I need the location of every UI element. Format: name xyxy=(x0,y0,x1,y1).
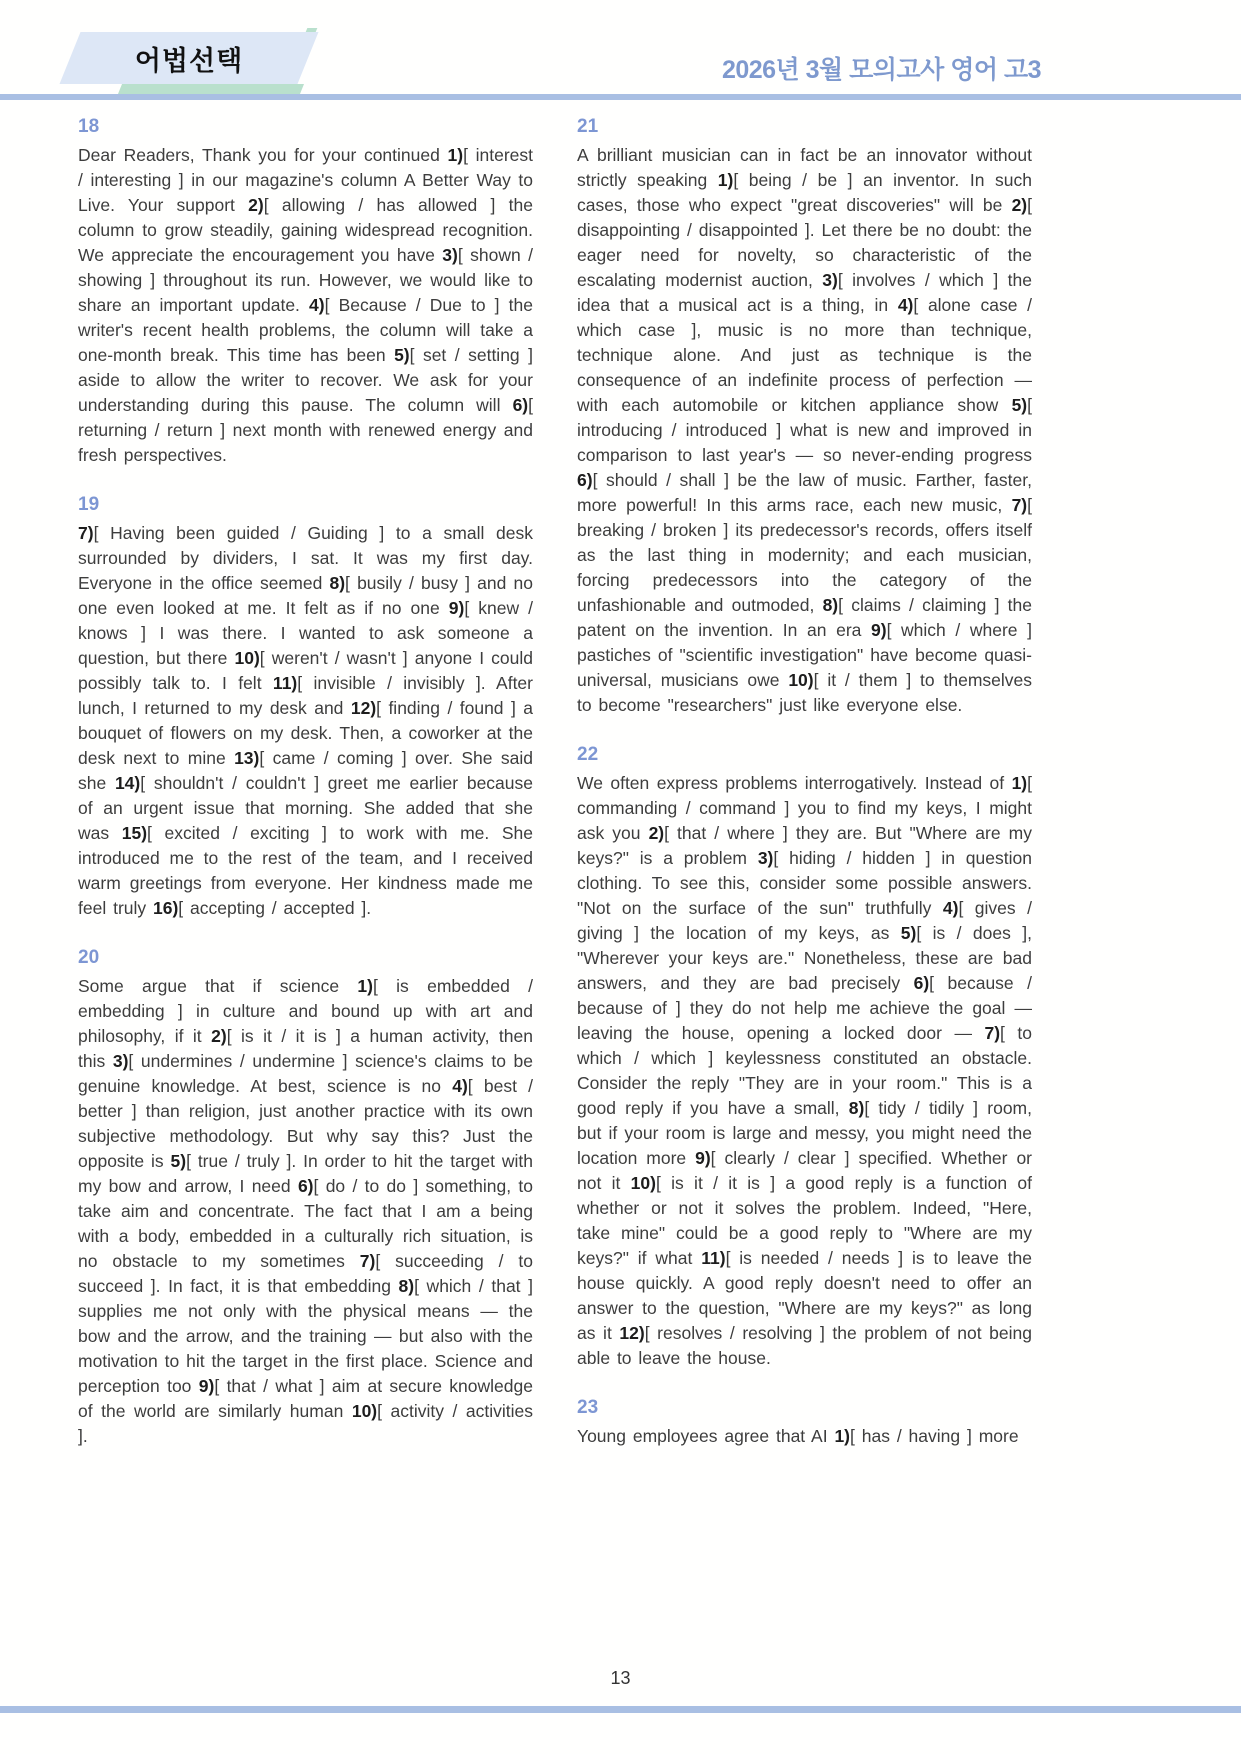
choice-number: 1) xyxy=(717,170,734,190)
choice-number: 8) xyxy=(848,1098,865,1118)
passage-number: 18 xyxy=(78,116,100,137)
section-badge xyxy=(62,26,342,98)
choice-number: 2) xyxy=(248,195,264,215)
choice-number: 10) xyxy=(630,1173,656,1193)
passage-text: Young employees agree that AI 1)[ has / having ] more xyxy=(577,1426,1019,1446)
passage-number: 21 xyxy=(577,116,599,137)
passage-20 xyxy=(78,947,533,1449)
choice-number: 9) xyxy=(871,620,887,640)
choice-number: 7) xyxy=(984,1023,1001,1043)
passage-text: 7)[ Having been guided / Guiding ] to a small desk surrounded by dividers, I sat. It was my first day. Everyone in the office seemed 8)[ busily / busy ] and no one even looked at me. It felt as if no one 9)[ knew / knows ] I was there. I wanted to ask someone a question, but there 10)[ weren't / wasn't ] anyone I could possibly talk to. I felt 11)[ invisible / invisibly ]. After lunch, I returned to my desk and 12)[ finding / found ] a bouquet of flowers on my desk. Then, a coworker at the desk next to mine 13)[ came / coming ] over. She said she 14)[ shouldn't / couldn't ] greet me earlier because of an urgent issue that morning. She added that she was 15)[ excited / exciting ] to work with me. She introduced me to the rest of the team, and I received warm greetings from everyone. Her kindness made me feel truly 16)[ accepting / accepted ]. xyxy=(78,523,534,918)
passage-number: 19 xyxy=(78,494,100,515)
choice-number: 1) xyxy=(1011,773,1028,793)
choice-number: 8) xyxy=(398,1276,415,1296)
choice-number: 6) xyxy=(577,470,593,490)
footer-divider xyxy=(0,1706,1241,1713)
choice-number: 7) xyxy=(78,523,94,543)
passage-23 xyxy=(577,1397,1032,1449)
choice-number: 9) xyxy=(448,598,465,618)
choice-number: 3) xyxy=(442,245,458,265)
exam-title: 2026년 3월 모의고사 영어 고3 xyxy=(721,56,1041,84)
choice-number: 4) xyxy=(309,295,325,315)
choice-number: 14) xyxy=(114,773,141,793)
choice-number: 12) xyxy=(619,1323,645,1343)
left-column xyxy=(78,116,533,1449)
choice-number: 10) xyxy=(788,670,814,690)
choice-number: 13) xyxy=(234,748,260,768)
right-column xyxy=(577,116,1032,1449)
choice-number: 5) xyxy=(170,1151,187,1171)
passage-text: Dear Readers, Thank you for your continued 1)[ interest / interesting ] in our magazine's column A Better Way to Live. Your support 2)[ allowing / has allowed ] the column to grow steadily, gaining widespread recognition. We appreciate the encouragement you have 3)[ shown / showing ] throughout its run. However, we would like to share an important update. 4)[ Because / Due to ] the writer's recent health problems, the column will take a one-month break. This time has been 5)[ set / setting ] aside to allow the writer to recover. We ask for your understanding during this pause. The column will 6)[ returning / return ] next month with renewed energy and fresh perspectives. xyxy=(78,145,533,465)
passage-text: We often express problems interrogatively. Instead of 1)[ commanding / command ] you to find my keys, I might ask you 2)[ that / where ] they are. But "Where are my keys?" is a problem 3)[ hiding / hidden ] in question clothing. To see this, consider some possible answers. "Not on the surface of the sun" truthfully 4)[ gives / giving ] the location of my keys, as 5)[ is / does ], "Wherever your keys are." Nonetheless, these are bad answers, and they are bad precisely 6)[ because / because of ] they do not help me achieve the goal — leaving the house, opening a locked door — 7)[ to which / which ] keylessness constituted an obstacle. Consider the reply "They are in your room." This is a good reply if you have a small, 8)[ tidy / tidily ] room, but if your room is large and messy, you might need the location more 9)[ clearly / clear ] specified. Whether or not it 10)[ is it / it is ] a good reply is a function of whether or not it solves the problem. Indeed, "Here, take mine" could be a good reply to "Where are my keys?" if what 11)[ is needed / needs ] is to leave the house quickly. A good reply doesn't need to offer an answer to the question, "Where are my keys?" as long as it 12)[ resolves / resolving ] the problem of not being able to leave the house. xyxy=(577,773,1033,1368)
choice-number: 8) xyxy=(822,595,839,615)
choice-number: 2) xyxy=(1011,195,1028,215)
choice-number: 12) xyxy=(350,698,377,718)
choice-number: 9) xyxy=(695,1148,711,1168)
choice-number: 3) xyxy=(822,270,838,290)
choice-number: 10) xyxy=(351,1401,378,1421)
passage-18 xyxy=(78,116,533,468)
passage-21 xyxy=(577,116,1032,718)
choice-number: 7) xyxy=(1011,495,1028,515)
choice-number: 1) xyxy=(357,976,373,996)
passage-19 xyxy=(78,494,533,921)
page-number: 13 xyxy=(610,1668,631,1688)
choice-number: 6) xyxy=(913,973,930,993)
choice-number: 2) xyxy=(211,1026,227,1046)
choice-number: 5) xyxy=(394,345,410,365)
choice-number: 3) xyxy=(112,1051,129,1071)
choice-number: 15) xyxy=(121,823,148,843)
choice-number: 5) xyxy=(900,923,917,943)
choice-number: 7) xyxy=(359,1251,376,1271)
choice-number: 6) xyxy=(512,395,529,415)
choice-number: 3) xyxy=(757,848,774,868)
header-divider xyxy=(0,94,1241,100)
choice-number: 1) xyxy=(447,145,464,165)
badge-label: 어법선택 xyxy=(134,45,244,76)
choice-number: 4) xyxy=(942,898,959,918)
choice-number: 8) xyxy=(329,573,346,593)
badge-accent-underline xyxy=(118,84,304,94)
choice-number: 4) xyxy=(452,1076,468,1096)
choice-number: 9) xyxy=(198,1376,215,1396)
choice-number: 2) xyxy=(648,823,665,843)
passage-number: 22 xyxy=(577,744,599,765)
choice-number: 16) xyxy=(153,898,179,918)
choice-number: 10) xyxy=(234,648,260,668)
passage-text: A brilliant musician can in fact be an innovator without strictly speaking 1)[ being / be ] an inventor. In such cases, those who expect "great discoveries" will be 2)[ disappointing / disappointed ]. Let there be no doubt: the eager need for novelty, so characteristic of the escalating modernist auction, 3)[ involves / which ] the idea that a musical act is a thing, in 4)[ alone case / which case ], music is no more than technique, technique alone. And just as technique is the consequence of an indefinite process of perfection — with each automobile or kitchen appliance show 5)[ introducing / introduced ] what is new and improved in comparison to last year's — so never-ending progress 6)[ should / shall ] be the law of music. Farther, faster, more powerful! In this arms race, each new music, 7)[ breaking / broken ] its predecessor's records, offers itself as the last thing in modernity; and each musician, forcing predecessors into the category of the unfashionable and outmoded, 8)[ claims / claiming ] the patent on the invention. In an era 9)[ which / where ] pastiches of "scientific investigation" have become quasi-universal, musicians owe 10)[ it / them ] to themselves to become "researchers" just like everyone else. xyxy=(577,145,1032,715)
choice-number: 6) xyxy=(297,1176,314,1196)
passage-22 xyxy=(577,744,1032,1371)
choice-number: 11) xyxy=(272,673,298,693)
choice-number: 1) xyxy=(834,1426,851,1446)
passage-number: 23 xyxy=(577,1397,599,1418)
passage-number: 20 xyxy=(78,947,100,968)
choice-number: 4) xyxy=(897,295,914,315)
passage-text: Some argue that if science 1)[ is embedded / embedding ] in culture and bound up with art and philosophy, if it 2)[ is it / it is ] a human activity, then this 3)[ undermines / undermine ] science's claims to be genuine knowledge. At best, science is no 4)[ best / better ] than religion, just another practice with its own subjective methodology. But why say this? Just the opposite is 5)[ true / truly ]. In order to hit the target with my bow and arrow, I need 6)[ do / to do ] something, to take aim and concentrate. The fact that I am a being with a body, embedded in a culturally rich situation, is no obstacle to my sometimes 7)[ succeeding / to succeed ]. In fact, it is that embedding 8)[ which / that ] supplies me not only with the physical means — the bow and the arrow, and the training — but also with the motivation to hit the target in the first place. Science and perception too 9)[ that / what ] aim at secure knowledge of the world are similarly human 10)[ activity / activities ]. xyxy=(78,976,534,1446)
choice-number: 11) xyxy=(701,1248,726,1268)
choice-number: 5) xyxy=(1011,395,1028,415)
passage-columns xyxy=(78,116,1032,1449)
